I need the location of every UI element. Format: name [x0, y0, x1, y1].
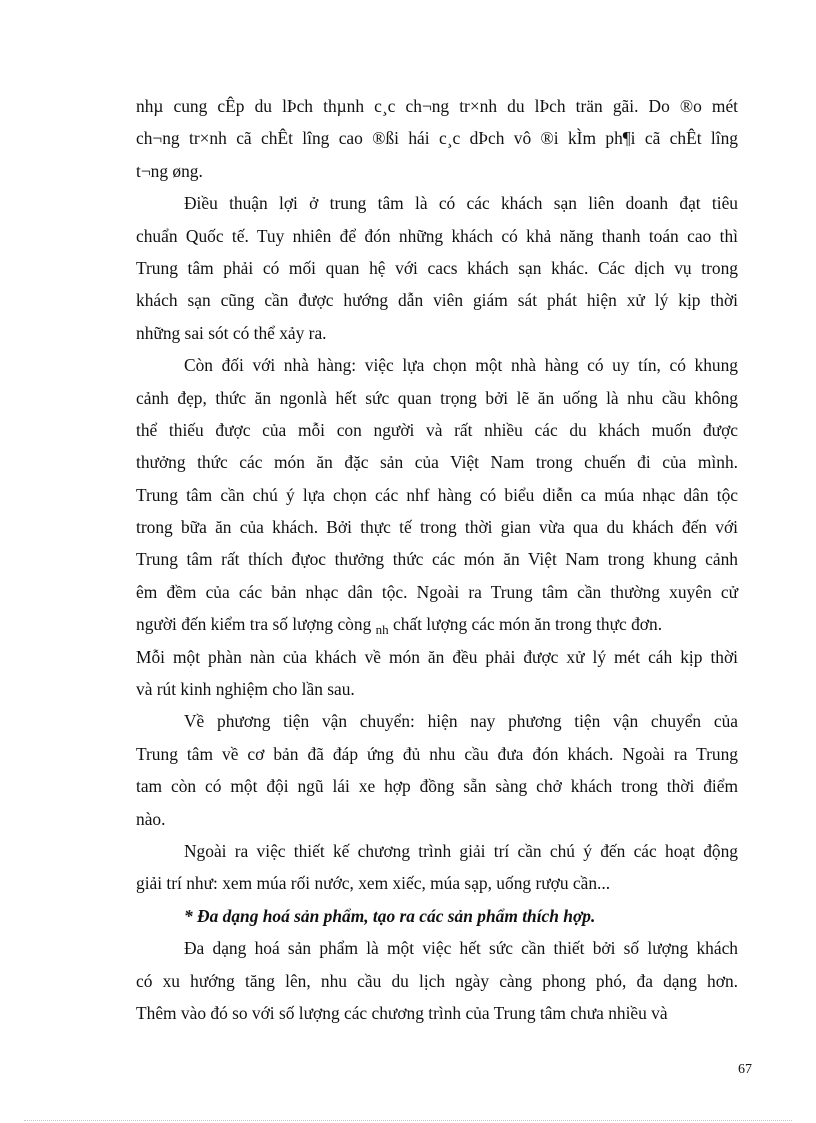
text-segment: chất lượng các món ăn trong thực đơn.	[393, 614, 663, 635]
text-line: Thêm vào đó so với số lượng các chương trình của Trung tâm chưa nhiều và	[136, 1002, 668, 1023]
text-line: Ngoài ra việc thiết kế chương trình giải trí cần chú ý đến các hoạt động	[184, 840, 738, 861]
section-heading: * Đa dạng hoá sản phẩm, tạo ra các sản phẩm thích hợp.	[184, 905, 596, 926]
text-line: Về phương tiện vận chuyển: hiện nay phương tiện vận chuyển của	[184, 711, 738, 732]
text-line: nào.	[136, 808, 166, 829]
text-line: có xu hướng tăng lên, nhu cầu du lịch ngày càng phong phó, đa dạng hơn.	[136, 970, 738, 991]
page-bottom-border	[24, 1120, 792, 1121]
text-line: và rút kinh nghiệm cho lần sau.	[136, 679, 355, 700]
text-line: thể thiếu được của mỗi con người và rất nhiều các du khách muốn được	[136, 419, 738, 440]
text-line: êm đềm của các bản nhạc dân tộc. Ngoài ra Trung tâm cần thường xuyên cử	[136, 581, 738, 602]
text-line: thưởng thức các món ăn đặc sản của Việt Nam trong chuến đi của mình.	[136, 452, 738, 473]
text-line: những sai sót có thể xảy ra.	[136, 322, 327, 343]
text-line: Trung tâm về cơ bản đã đáp ứng đủ nhu cầu đưa đón khách. Ngoài ra Trung	[136, 743, 738, 764]
text-line: khách sạn cũng cần được hướng dẫn viên giám sát phát hiện xử lý kịp thời	[136, 290, 738, 311]
page-number: 67	[738, 1062, 752, 1077]
text-line: Mỗi một phàn nàn của khách về món ăn đều phải được xử lý mét cáh kịp thời	[136, 646, 738, 667]
text-line: nhµ cung cÊp du lÞch thµnh c¸c ch¬ng tr×nh du lÞch trän gãi. Do ®o mét	[136, 96, 738, 116]
text-line: Đa dạng hoá sản phẩm là một việc hết sức cần thiết bởi số lượng khách	[184, 938, 738, 959]
body-text	[136, 90, 738, 1029]
text-line: Còn đối với nhà hàng: việc lựa chọn một nhà hàng có uy tín, có khung	[184, 355, 738, 376]
text-line: ch¬ng tr×nh cã chÊt lîng cao ®ßi hái c¸c dÞch vô ®i kÌm ph¶i cã chÊt lîng	[136, 128, 738, 149]
text-line: Trung tâm cần chú ý lựa chọn các nhf hàng có biểu diễn ca múa nhạc dân tộc	[136, 484, 738, 505]
text-line: trong bữa ăn của khách. Bởi thực tế trong thời gian vừa qua du khách đến với	[136, 517, 738, 538]
text-line: Điều thuận lợi ở trung tâm là có các khách sạn liên doanh đạt tiêu	[184, 193, 738, 214]
text-line: giải trí như: xem múa rối nước, xem xiếc, múa sạp, uống rượu cần...	[136, 873, 611, 894]
text-segment: người đến kiểm tra số lượng còng	[136, 614, 372, 635]
text-line: cảnh đẹp, thức ăn ngonlà hết sức quan trọng bởi lẽ ăn uống là nhu cầu không	[136, 387, 738, 408]
text-line: chuẩn Quốc tế. Tuy nhiên để đón những khách có khả năng thanh toán cao thì	[136, 225, 738, 246]
text-line: t¬ng øng.	[136, 160, 203, 181]
text-line: Trung tâm rất thích đựoc thưởng thức các món ăn Việt Nam trong khung cảnh	[136, 549, 738, 570]
text-line	[136, 608, 738, 640]
text-line: tam còn có một đội ngũ lái xe hợp đồng sẵn sàng chở khách trong thời điểm	[136, 776, 738, 797]
text-line: Trung tâm phải có mối quan hệ với cacs khách sạn khác. Các dịch vụ trong	[136, 257, 738, 278]
text-segment-subscript: nh	[375, 622, 389, 638]
